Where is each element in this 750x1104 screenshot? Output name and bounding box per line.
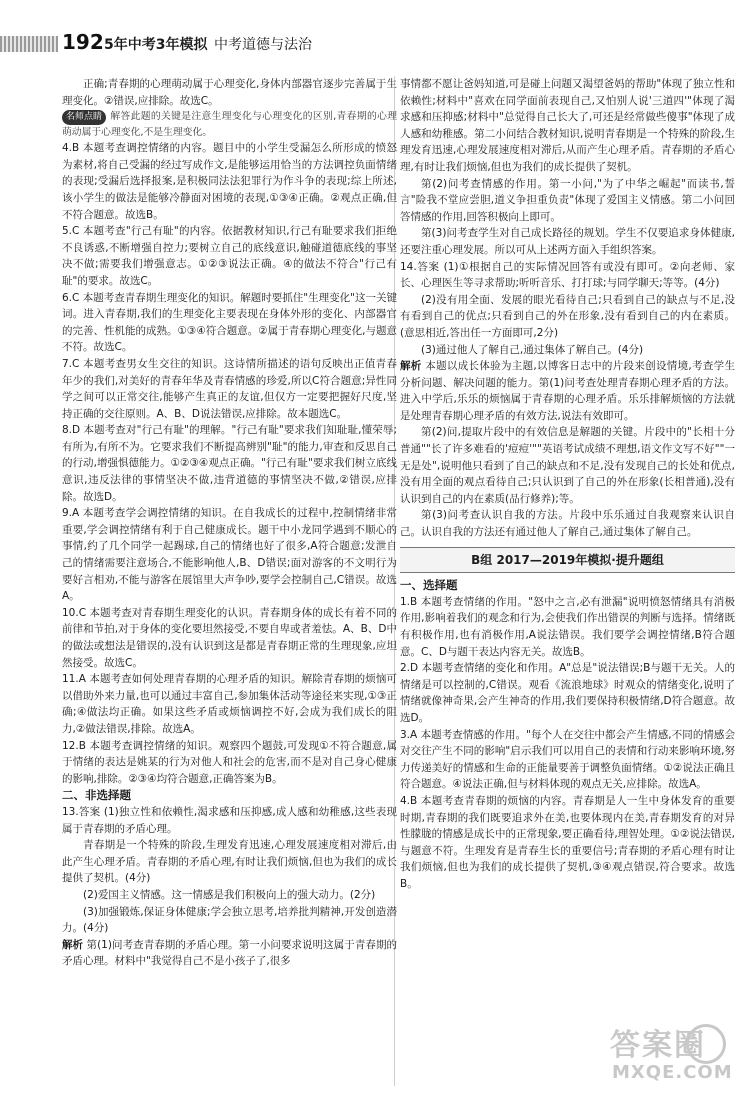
b-answer-item-3: 3.A 本题考查情感的作用。"每个人在交往中都会产生情感,不同的情感会对交往产生不同的影响"启示我们可以用自己的表情和行动来影响环境,努力传递美好的情感和生命的正能量要善于调整负面情绪。①②说法正确且符合题意。④说法正确,但与材料体现的观点无关,应排除。故选A。 — [400, 728, 735, 791]
answer-item-9: 9.A 本题考查学会调控情绪的知识。在自我成长的过程中,控制情绪非常重要,学会调控情绪有利于自己健康成长。题干中小龙同学遇到不顺心的事情,约了几个同学一起踢球,自己的情绪也好了很多,A符合题意;发泄自己的情绪需要注意场合,不能影响他人,B、D错误;面对游客的不文明行为要好言相劝,不能与游客在展馆里大声争吵,要学会控制自己,C错误。故选A。 — [62, 507, 397, 603]
answer-item-4: 4.B 本题考查调控情绪的内容。题目中的小学生受漏怎么所形成的愤怒为素材,将自己受漏的经过写成作文,是能够运用恰当的方法调控负面情绪的表现;受漏后选择报案,是积极同法法犯罪行为作斗争的表现;综上所述,该小学生的做法是能够冷静面对困境的表现,①③④正确。②观点正确,但不符合题意。故选B。 — [62, 142, 397, 221]
page-header — [0, 30, 750, 60]
b-answer-item-4: 4.B 本题考查青春期的烦恼的内容。青春期是人一生中身体发育的重要时期,青春期的我们既要追求外在美,也要体现内在美,青春期发育的对异性朦胧的情感是成长中的正常现象,要正确看待,理智处理。①②说法错误,与题意不符。生理发育是青春生长的重要信号;青春期的矛盾心理有时让我们烦恼,但也为我们的成长提供了契机,③④观点错误,符合要求。故选B。 — [400, 794, 735, 890]
answer-item-7: 7.C 本题考查男女生交往的知识。这诗情所描述的语句反映出正值青春年少的我们,对美好的青春年华及青春情感的珍爱,所以C符合题意;异性同学之间可以正常交往,能够产生真正的友谊,但仅方一定要把握好尺度,坚持正确的交往原则。A、B、D说法错误,应排除。故本题选C。 — [62, 357, 397, 420]
analysis-paragraph: 第(2)问,提取片段中的有效信息是解题的关键。片段中的"长相十分普通""长了许多难看的'痘痘'""英语考试成绩不理想,语文作文写不好""一无是处",说明他只看到了自己的缺点和不足,没有发现自己的长处和优点,没有用全面的观点看待自己;只认识到了自己的外在形象(长相普通),没有认识到自己的内在素质(品行修养);等。 — [400, 426, 735, 505]
page-number: 192 — [62, 30, 104, 54]
analysis-13 — [62, 937, 397, 970]
tip-block — [62, 109, 397, 140]
tip-badge: 名师点睛 — [62, 110, 106, 125]
answer-item-13-part: 青春期是一个特殊的阶段,生理发育迅速,心理发展速度相对滞后,由此产生心理矛盾。青春期的矛盾心理,有时让我们烦恼,但也为我们的成长提供了契机。(4分) — [62, 839, 397, 885]
answer-item-14: 14.答案 (1)①根据自己的实际情况回答有或没有即可。②向老师、家长、心理医生等寻求帮助;听听音乐、打打球;与同学聊天;等等。(4分) — [400, 260, 735, 290]
watermark-logo — [602, 1020, 732, 1092]
answer-item-13: 13.答案 (1)独立性和依赖性,渴求感和压抑感,成人感和幼稚感,这些表现属于青春期的矛盾心理。 — [62, 805, 397, 835]
answer-item-14-part: (2)没有用全面、发展的眼光看待自己;只看到自己的缺点与不足,没有看到自己的优点;只看到自己的外在形象,没有看到自己的内在素质。(意思相近,答出任一方面即可,2分) — [400, 293, 735, 339]
answer-item-10: 10.C 本题考查对青春期生理变化的认识。青春期身体的成长有着不同的前律和节拍,对于身体的变化要坦然接受,不要自卑或者羞怯。A、B、D中的做法或想法是错误的,没有认识到这是都是青春期正常的生理现象,应坦然接受。故选C。 — [62, 606, 397, 669]
analysis-14 — [400, 358, 735, 424]
header-decoration — [0, 36, 58, 52]
analysis-label: 解析 — [400, 360, 422, 373]
answer-item-12: 12.B 本题考查调控情绪的知识。观察四个题鼓,可发现①不符合题意,属于情绪的表达是姚某的行为对他人和社会的危害,而不是对自己身心健康的影响,排除。②③④均符合题意,正确答案为B。 — [62, 739, 397, 785]
section-heading-choice: 一、选择题 — [400, 578, 458, 593]
subject-title: 中考道德与法治 — [214, 37, 312, 53]
analysis-label: 解析 — [62, 938, 84, 951]
watermark-text: 答案圈 — [610, 1028, 706, 1063]
section-heading-nonchoice: 二、非选择题 — [62, 788, 131, 803]
analysis-paragraph: 第(3)问考查学生对自己成长路径的规划。学生不仅要追求身体健康,还要注重心理发展。所以可从上述两方面入手组织答案。 — [400, 227, 735, 256]
answer-paragraph: 正确;青春期的心理萌动属于心理变化,身体内部器官逐步完善属于生理变化。②错误,应排除。故选C。 — [62, 78, 397, 107]
right-column — [400, 76, 735, 1086]
answer-item-13-part: (3)加强锻炼,保证身体健康;学会独立思考,培养批判精神,开发创造潜力。(4分) — [62, 905, 397, 935]
answer-item-5: 5.C 本题考查"行己有耻"的内容。依据教材知识,行己有耻要求我们拒绝不良诱惑,不断增强自控力;要树立自己的底线意识,触碰道德底线的事坚决不做;需要我们增强意志。①②③说法正确。④的做法不符合"行己有耻"的要求。故选C。 — [62, 225, 397, 287]
answer-item-14-part: (3)通过他人了解自己,通过集体了解自己。(4分) — [421, 343, 644, 356]
group-b-banner: B组 2017—2019年模拟·提升题组 — [400, 547, 735, 574]
analysis-continued: 事情都不愿让爸妈知道,可是碰上问题又渴望爸妈的帮助"体现了独立性和依赖性;材料中"喜欢在同学面前表现自己,又怕别人说'三道四'"体现了渴求感和压抑感;材料中"总觉得自己长大了,可还是经常做些傻事"体现了成人感和幼稚感。第二小问结合教材知识,说明青春期是一个特殊的阶段,生理发育迅速,心理发展速度相对滞后,从而产生心理矛盾。青春期的矛盾心理,有时让我们烦恼,但也为我们的成长提供了契机。 — [400, 78, 735, 173]
watermark-url: MXQE.COM — [612, 1062, 733, 1083]
left-column — [62, 76, 397, 1086]
b-answer-item-1: 1.B 本题考查情绪的作用。"怒中之言,必有泄漏"说明愤怒情绪具有消极作用,影响着我们的观念和行为,会使我们作出错误的判断与选择。情绪既有积极作用,也有消极作用,A说法错误。我们要学会调控情绪,B符合题意。C、D与题干表达内容无关。故选B。 — [400, 595, 735, 658]
tip-text: 解答此题的关键是注意生理变化与心理变化的区别,青春期的心理萌动属于心理变化,不是生理变化。 — [62, 111, 397, 139]
answer-item-13-part: (2)爱国主义情感。这一情感是我们积极向上的强大动力。(2分) — [83, 888, 376, 901]
analysis-text: 本题以成长体验为主题,以博客日志中的片段来创设情境,考查学生分析问题、解决问题的能力。第(1)问考查处理青春期心理矛盾的方法。进入中学后,乐乐的烦恼属于青春期的心理矛盾。乐乐排解烦恼的方法就是处理青春期心理矛盾的有效方法,说法有效即可。 — [400, 360, 735, 422]
answer-item-11: 11.A 本题考查如何处理青春期的心理矛盾的知识。解除青春期的烦恼可以借助外来力量,也可以通过丰富自己,参加集体活动等途径来实现,①③正确;④做法均正确。如果这些矛盾或烦恼调控不好,会成为我们成长的阻力,②做法错误,排除。故选A。 — [62, 673, 397, 735]
answer-item-6: 6.C 本题考查青春期生理变化的知识。解题时要抓住"生理变化"这一关键词。进入青春期,我们的生理变化主要表现在身体外形的变化、内部器官的完善、性机能的成熟。①③④符合题意。②属于青春期心理变化,与题意不符。故选C。 — [62, 291, 397, 354]
analysis-paragraph: 第(2)问考查情感的作用。第一小问,"为了中华之崛起"而读书,誓言"险我不堂应尝胆,道义争担重负责"体现了爱国主义情感。第二小问回答情感的作用,回答积极向上即可。 — [400, 177, 735, 223]
analysis-paragraph: 第(3)问考查认识自我的方法。片段中乐乐通过自我观察来认识自己。认识自我的方法还有通过他人了解自己,通过集体了解自己。 — [400, 509, 735, 539]
b-answer-item-2: 2.D 本题考查情绪的变化和作用。A"总是"说法错误;B与题干无关。人的情绪是可以控制的,C错误。观看《流浪地球》时观众的情绪变化,说明了情绪就像神奇果,会产生神奇的作用,我们要保持积极情绪,D符合题意。故选D。 — [400, 662, 735, 724]
analysis-text: 第(1)问考查青春期的矛盾心理。第一小问要求说明这属于青春期的矛盾心理。材料中"我觉得自己不是小孩子了,很多 — [62, 938, 397, 968]
answer-item-8: 8.D 本题考查对"行己有耻"的理解。"行己有耻"要求我们知耻耻,懂荣辱;有所为,有所不为。它要求我们不断提高辨别"耻"的能力,审查和反思自己的行动,增强惧德能力。①②③④观点正确。"行己有耻"要求我们树立底线意识,违反法律的事情坚决不做,违背道德的事情坚决不做,②错误,应排除。故选D。 — [62, 424, 397, 503]
book-title: 5年中考3年模拟 — [104, 37, 208, 53]
